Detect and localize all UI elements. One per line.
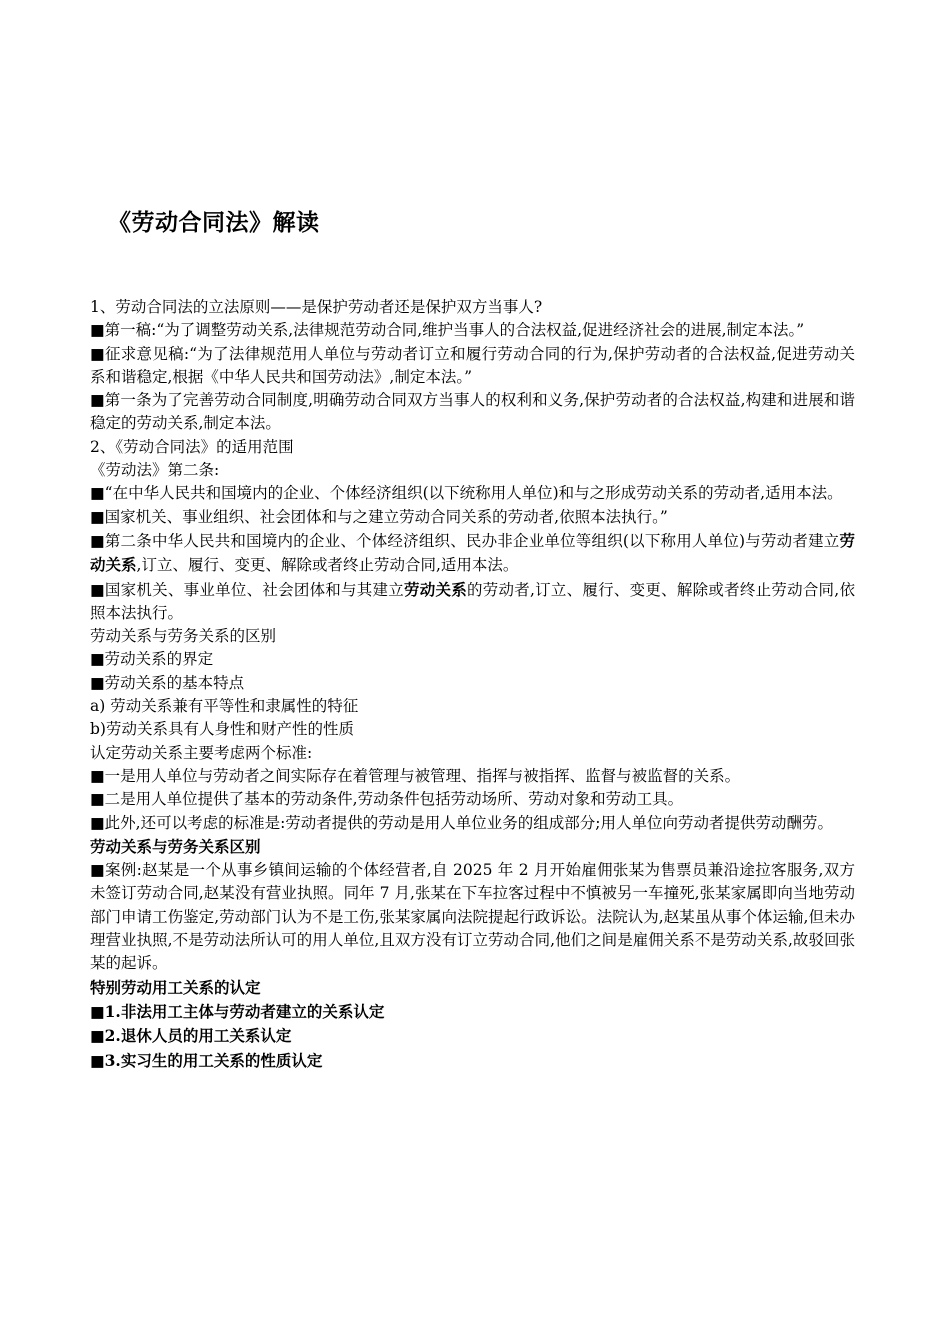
text-run: 劳动关系与劳务关系的区别 xyxy=(90,627,277,646)
paragraph xyxy=(90,459,855,482)
bold-text-run: 劳动关系与劳务关系区别 xyxy=(90,836,261,856)
paragraph xyxy=(90,765,855,788)
text-run: 1、劳动合同法的立法原则——是保护劳动者还是保护双方当事人? xyxy=(90,298,543,316)
paragraph xyxy=(90,788,855,811)
paragraph xyxy=(90,1024,855,1048)
paragraph xyxy=(90,976,855,1000)
text-run: 《劳动法》第二条: xyxy=(90,461,220,480)
text-run: a) 劳动关系兼有平等性和隶属性的特征 xyxy=(90,697,359,716)
text-run: ■案例:赵某是一个从事乡镇间运输的个体经营者,自 2025 年 2 月开始雇佣张某为售票员兼沿途拉客服务,双方未签订劳动合同,赵某没有营业执照。同年 7 月,张某在下车拉客过程中不慎被另一车撞死,张某家属即向当地劳动部门申请工伤鉴定,劳动部门认为不是工伤,张某家属向法院提起行政诉讼。法院认为,赵某虽从事个体运输,但未办理营业执照,不是劳动法所认可的用人单位,且双方没有订立劳动合同,他们之间是雇佣关系不是劳动关系,故驳回张某的起诉。 xyxy=(90,861,855,973)
text-run: ■劳动关系的基本特点 xyxy=(90,673,245,692)
paragraph xyxy=(90,695,855,718)
bold-text-run: 劳动关系 xyxy=(404,579,468,599)
text-run: b)劳动关系具有人身性和财产性的性质 xyxy=(90,720,354,739)
paragraph xyxy=(90,812,855,835)
paragraph xyxy=(90,1000,855,1024)
text-run: ■国家机关、事业单位、社会团体和与其建立 xyxy=(90,580,405,599)
document-body xyxy=(90,296,855,1073)
text-run: ■“在中华人民共和国境内的企业、个体经济组织(以下统称用人单位)和与之形成劳动关系的劳动者,适用本法。 xyxy=(90,484,843,503)
document-title: 《劳动合同法》解读 xyxy=(108,209,320,236)
text-run: ,订立、履行、变更、解除或者终止劳动合同,适用本法。 xyxy=(136,556,519,575)
text-run: 2、《劳动合同法》的适用范围 xyxy=(90,437,294,456)
paragraph xyxy=(90,578,855,626)
paragraph xyxy=(90,529,855,578)
text-run: ■第一条为了完善劳动合同制度,明确劳动合同双方当事人的权利和义务,保护劳动者的合法权益,构建和进展和谐稳定的劳动关系,制定本法。 xyxy=(90,391,855,433)
paragraph xyxy=(90,742,855,765)
paragraph xyxy=(90,389,855,436)
paragraph xyxy=(90,835,855,859)
bold-text-run: 劳动关系 xyxy=(90,530,855,575)
bold-text-run: 特别劳动用工关系的认定 xyxy=(90,977,261,997)
paragraph xyxy=(90,859,855,975)
bold-text-run: ■1.非法用工主体与劳动者建立的关系认定 xyxy=(90,1001,385,1021)
text-run: 的劳动者,订立、履行、变更、解除或者终止劳动合同,依照本法执行。 xyxy=(90,580,855,622)
text-run: ■二是用人单位提供了基本的劳动条件,劳动条件包括劳动场所、劳动对象和劳动工具。 xyxy=(90,790,684,809)
paragraph xyxy=(90,648,855,671)
text-run: 认定劳动关系主要考虑两个标准: xyxy=(90,743,313,762)
paragraph xyxy=(90,718,855,741)
paragraph xyxy=(90,482,855,505)
text-run: ■此外,还可以考虑的标准是:劳动者提供的劳动是用人单位业务的组成部分;用人单位向劳动者提供劳动酬劳。 xyxy=(90,813,834,832)
text-run: ■第二条中华人民共和国境内的企业、个体经济组织、民办非企业单位等组织(以下称用人单位)与劳动者建立 xyxy=(90,531,840,550)
bold-text-run: ■2.退休人员的用工关系认定 xyxy=(90,1026,292,1046)
paragraph xyxy=(90,436,855,459)
text-run: ■劳动关系的界定 xyxy=(90,650,214,669)
paragraph xyxy=(90,625,855,648)
paragraph xyxy=(90,343,855,390)
text-run: ■征求意见稿:“为了法律规范用人单位与劳动者订立和履行劳动合同的行为,保护劳动者的合法权益,促进劳动关系和谐稳定,根据《中华人民共和国劳动法》,制定本法。” xyxy=(90,344,855,386)
paragraph xyxy=(90,296,855,319)
text-run: ■第一稿:“为了调整劳动关系,法律规范劳动合同,维护当事人的合法权益,促进经济社会的进展,制定本法。” xyxy=(90,321,805,340)
paragraph xyxy=(90,319,855,342)
bold-text-run: ■3.实习生的用工关系的性质认定 xyxy=(90,1050,323,1070)
paragraph xyxy=(90,506,855,529)
text-run: ■一是用人单位与劳动者之间实际存在着管理与被管理、指挥与被指挥、监督与被监督的关系。 xyxy=(90,766,741,785)
paragraph xyxy=(90,672,855,695)
paragraph xyxy=(90,1049,855,1073)
text-run: ■国家机关、事业组织、社会团体和与之建立劳动合同关系的劳动者,依照本法执行。” xyxy=(90,507,668,526)
